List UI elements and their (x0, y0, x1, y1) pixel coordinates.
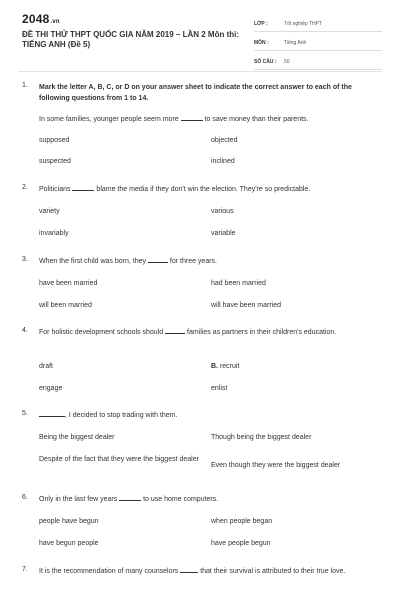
option-a[interactable]: supposed (39, 137, 70, 144)
answer-blank (165, 327, 185, 334)
site-logo[interactable]: 2048.vn (22, 12, 60, 26)
answer-blank (119, 494, 141, 501)
option-d[interactable]: will have been married (211, 302, 282, 309)
option-d[interactable]: Even though they were the biggest dealer (211, 462, 341, 469)
option-c[interactable]: engage (39, 385, 63, 392)
answer-blank (181, 114, 203, 121)
question-number: 4. (22, 327, 28, 334)
option-a[interactable]: variety (39, 208, 60, 215)
option-c[interactable]: suspected (39, 158, 71, 165)
option-a[interactable]: draft (39, 363, 54, 370)
exam-title: ĐỀ THI THỬ THPT QUỐC GIA NĂM 2019 – LẦN 2 Môn thi: TIẾNG ANH (Đề 5) (22, 30, 240, 49)
question-number: 2. (22, 184, 28, 191)
option-d[interactable]: variable (211, 230, 236, 237)
option-d[interactable]: have people begun (211, 540, 271, 547)
meta-value: Tiếng Anh (284, 39, 307, 46)
exam-meta (254, 16, 382, 73)
option-c[interactable]: will been married (39, 302, 92, 309)
meta-label: MÔN : (254, 39, 269, 46)
option-d[interactable]: inclined (211, 158, 235, 165)
answer-blank (180, 566, 198, 573)
meta-subject-row (254, 35, 382, 51)
question-number: 1. (22, 82, 28, 89)
question-instruction: Mark the letter A, B, C, or D on your answer sheet to indicate the correct answer to each of the following questions from 1 to 14. (39, 84, 352, 102)
option-b[interactable] (211, 362, 381, 372)
question-text: Only in the last few years to use home computers. (39, 496, 219, 503)
option-a[interactable]: people have begun (39, 518, 99, 525)
question-number: 6. (22, 494, 28, 501)
option-b[interactable]: objected (211, 137, 238, 144)
option-a[interactable]: Being the biggest dealer (39, 434, 115, 441)
option-b[interactable]: Though being the biggest dealer (211, 434, 312, 441)
option-b[interactable]: when people began (211, 518, 273, 525)
question-number: 7. (22, 566, 28, 573)
question-text: In some families, younger people seem more to save money than their parents. (39, 116, 309, 123)
question-number: 5. (22, 410, 28, 417)
option-c[interactable]: have begun people (39, 540, 99, 547)
question-text: Politicians blame the media if they don't win the election. They're so predictable. (39, 186, 311, 193)
meta-value: Tốt nghiệp THPT (284, 20, 322, 27)
question-text: , I decided to stop trading with them. (39, 410, 379, 421)
option-b[interactable]: had been married (211, 280, 266, 287)
option-d[interactable]: enlist (211, 385, 228, 392)
answer-blank (72, 184, 94, 191)
option-label: B. (211, 363, 218, 370)
option-c[interactable]: Despite of the fact that they were the biggest dealer (39, 456, 199, 463)
header-divider (18, 71, 382, 72)
meta-label: LỚP : (254, 20, 268, 27)
question-number: 3. (22, 256, 28, 263)
question-text: When the first child was born, they for three years. (39, 258, 217, 265)
option-b[interactable]: various (211, 208, 234, 215)
answer-blank (148, 256, 168, 263)
option-text: recruit (219, 363, 240, 370)
option-a[interactable]: have been married (39, 280, 98, 287)
page-header (22, 12, 382, 68)
meta-value: 50 (284, 58, 290, 65)
option-c[interactable]: invariably (39, 230, 69, 237)
answer-blank (39, 410, 65, 417)
meta-class-row (254, 16, 382, 32)
question-text: It is the recommendation of many counselors that their survival is attributed to their true love. (39, 568, 346, 575)
meta-count-row (254, 54, 382, 70)
meta-label: SỐ CÂU : (254, 58, 277, 65)
question-text: For holistic development schools should families as partners in their children's education. (39, 329, 337, 336)
